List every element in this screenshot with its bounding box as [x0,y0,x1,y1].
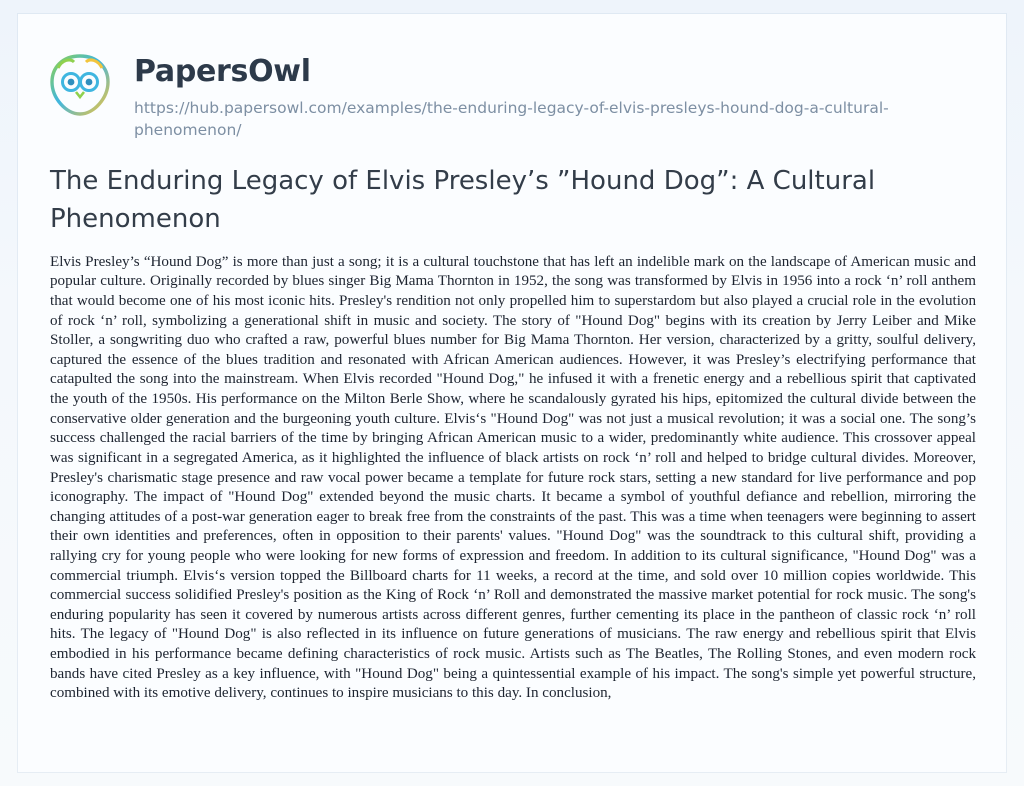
document-header [18,14,1006,141]
owl-logo-icon [46,52,114,118]
essay-body: Elvis Presley’s “Hound Dog” is more than just a song; it is a cultural touchstone that has left an indelible mark on the landscape of American music and popular culture. Originally recorded by blues singer Big Mama Thornton in 1952, the song was transformed by Elvis in 1956 into a rock ‘n’ roll anthem that would become one of his most iconic hits. Presley's rendition not only propelled him to superstardom but also played a crucial role in the evolution of rock ‘n’ roll, symbolizing a generational shift in music and society. The story of "Hound Dog" begins with its creation by Jerry Leiber and Mike Stoller, a songwriting duo who crafted a raw, powerful blues number for Big Mama Thornton. Her version, characterized by a gritty, soulful delivery, captured the essence of the blues tradition and resonated with African American audiences. However, it was Presley’s electrifying performance that catapulted the song into the mainstream. When Elvis recorded "Hound Dog," he infused it with a frenetic energy and a rebellious spirit that captivated the youth of the 1950s. His performance on the Milton Berle Show, where he scandalously gyrated his hips, epitomized the cultural divide between the conservative older generation and the burgeoning youth culture. Elvis‘s "Hound Dog" was not just a musical revolution; it was a social one. The song’s success challenged the racial barriers of the time by bringing African American music to a wider, predominantly white audience. This crossover appeal was significant in a segregated America, as it highlighted the influence of black artists on rock ‘n’ roll and helped to bridge cultural divides. Moreover, Presley's charismatic stage presence and raw vocal power became a template for future rock stars, setting a new standard for live performance and pop iconography. The impact of "Hound Dog" extended beyond the music charts. It became a symbol of youthful defiance and rebellion, mirroring the changing attitudes of a post-war generation eager to break free from the constraints of the past. This was a time when teenagers were beginning to assert their own identities and preferences, often in opposition to their parents' values. "Hound Dog" was the soundtrack to this cultural shift, providing a rallying cry for young people who were looking for new forms of expression and freedom. In addition to its cultural significance, "Hound Dog" was a commercial triumph. Elvis‘s version topped the Billboard charts for 11 weeks, a record at the time, and sold over 10 million copies worldwide. This commercial success solidified Presley's position as the King of Rock ‘n’ Roll and demonstrated the massive market potential for rock music. The song's enduring popularity has seen it covered by numerous artists across different genres, further cementing its place in the pantheon of classic rock ‘n’ roll hits. The legacy of "Hound Dog" is also reflected in its influence on future generations of musicians. The raw energy and rebellious spirit that Elvis embodied in his performance became defining characteristics of rock music. Artists such as The Beatles, The Rolling Stones, and even modern rock bands have cited Presley as a key influence, with "Hound Dog" being a quintessential example of his impact. The song's simple yet powerful structure, combined with its emotive delivery, continues to inspire musicians to this day. In conclusion, [50,253,976,702]
source-url[interactable]: https://hub.papersowl.com/examples/the-enduring-legacy-of-elvis-presleys-hound-dog-a-cultural-phenomenon/ [134,98,889,139]
title-block [18,141,1006,238]
document-sheet [18,14,1006,772]
brand-name: PapersOwl [134,54,311,89]
brand-block [134,48,904,141]
page-title: The Enduring Legacy of Elvis Presley’s ”Hound Dog”: A Cultural Phenomenon [50,166,876,235]
body-block [18,239,1006,704]
